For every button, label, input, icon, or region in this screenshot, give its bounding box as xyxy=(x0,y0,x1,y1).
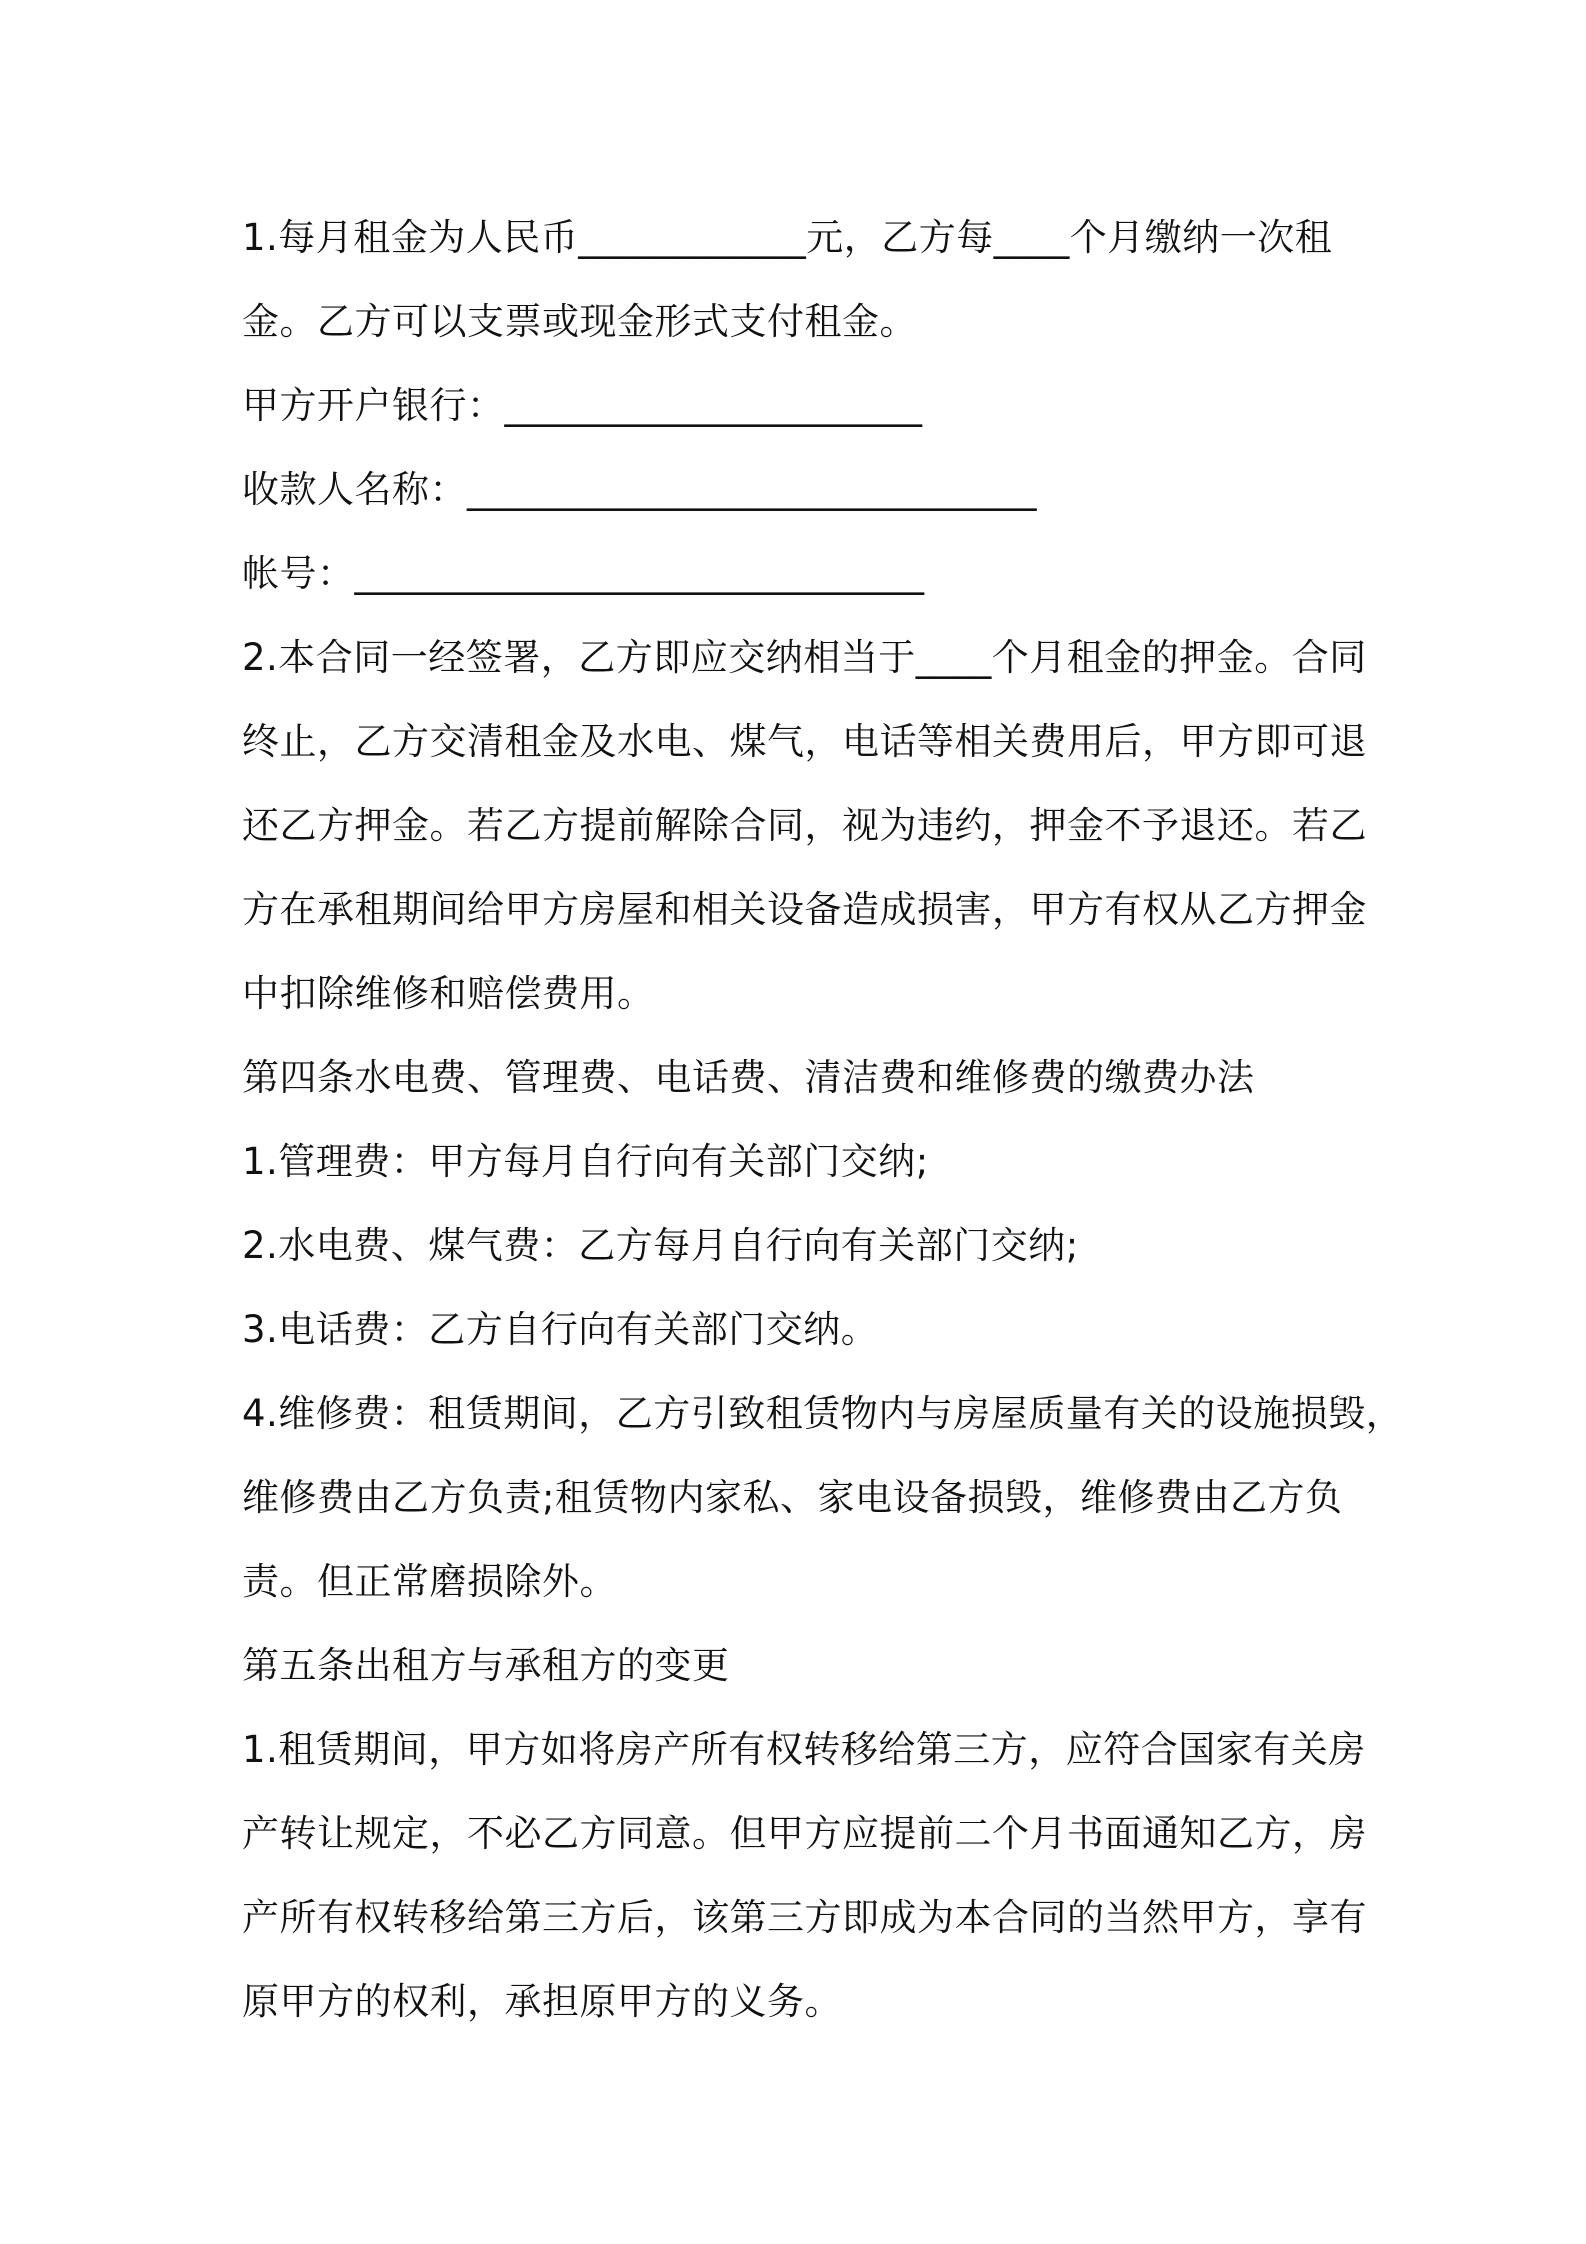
transfer-clause-line-1: 1.租赁期间，甲方如将房产所有权转移给第三方，应符合国家有关房 xyxy=(242,1728,1366,1771)
repair-fee-line-2: 维修费由乙方负责;租赁物内家私、家电设备损毁，维修费由乙方负 xyxy=(242,1476,1343,1519)
deposit-clause-line-5: 中扣除维修和赔偿费用。 xyxy=(242,972,655,1015)
transfer-clause-line-4: 原甲方的权利，承担原甲方的义务。 xyxy=(242,1980,842,2023)
article-5-heading: 第五条出租方与承租方的变更 xyxy=(242,1644,730,1687)
repair-fee-line-1: 4.维修费：租赁期间，乙方引致租赁物内与房屋质量有关的设施损毁， xyxy=(242,1392,1404,1435)
document-body xyxy=(242,196,1404,2044)
utility-fee-item: 2.水电费、煤气费：乙方每月自行向有关部门交纳; xyxy=(242,1224,1079,1267)
deposit-clause-line-3: 还乙方押金。若乙方提前解除合同，视为违约，押金不予退还。若乙 xyxy=(242,804,1367,847)
repair-fee-line-3: 责。但正常磨损除外。 xyxy=(242,1560,617,1603)
rent-clause-line-1: 1.每月租金为人民币____________元，乙方每____个月缴纳一次租 xyxy=(242,216,1333,259)
deposit-clause-line-4: 方在承租期间给甲方房屋和相关设备造成损害，甲方有权从乙方押金 xyxy=(242,888,1367,931)
deposit-clause-line-1: 2.本合同一经签署，乙方即应交纳相当于____个月租金的押金。合同 xyxy=(242,636,1367,679)
deposit-clause-line-2: 终止，乙方交清租金及水电、煤气，电话等相关费用后，甲方即可退 xyxy=(242,720,1367,763)
phone-fee-item: 3.电话费：乙方自行向有关部门交纳。 xyxy=(242,1308,879,1351)
rent-clause-line-2: 金。乙方可以支票或现金形式支付租金。 xyxy=(242,300,917,343)
transfer-clause-line-3: 产所有权转移给第三方后，该第三方即成为本合同的当然甲方，享有 xyxy=(242,1896,1367,1939)
bank-field: 甲方开户银行：______________________ xyxy=(242,384,923,427)
account-number-field: 帐号：______________________________ xyxy=(242,552,925,595)
management-fee-item: 1.管理费：甲方每月自行向有关部门交纳; xyxy=(242,1140,929,1183)
transfer-clause-line-2: 产转让规定，不必乙方同意。但甲方应提前二个月书面通知乙方，房 xyxy=(242,1812,1367,1855)
payee-name-field: 收款人名称：______________________________ xyxy=(242,468,1037,511)
article-4-heading: 第四条水电费、管理费、电话费、清洁费和维修费的缴费办法 xyxy=(242,1056,1255,1099)
